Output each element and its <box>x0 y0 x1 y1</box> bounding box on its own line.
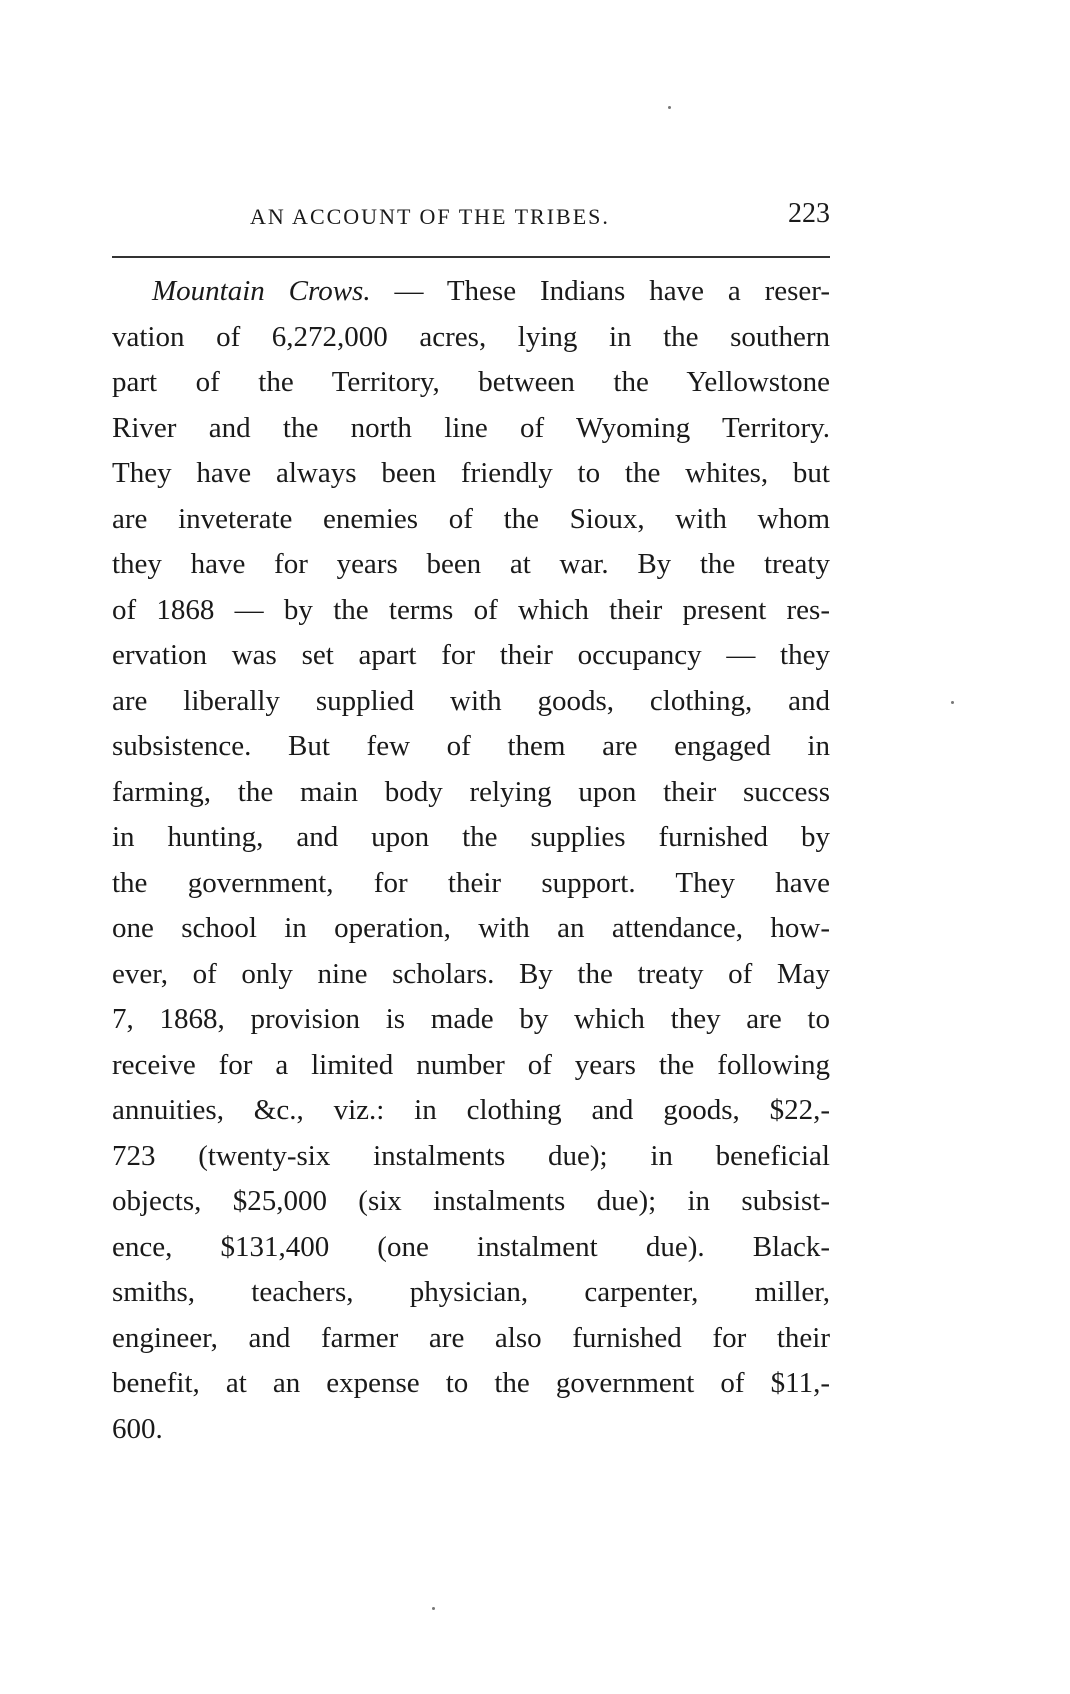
text-line-24: engineer, and farmer are also furnished for their <box>112 1321 830 1354</box>
text-line-2: vation of 6,272,000 acres, lying in the southern <box>112 320 830 353</box>
text-line-12: farming, the main body relying upon their success <box>112 775 830 808</box>
text-line-23: smiths, teachers, physician, carpenter, miller, <box>112 1276 830 1308</box>
text-line-8: of 1868 — by the terms of which their present res- <box>112 593 830 626</box>
print-speck <box>951 701 954 704</box>
section-title: Mountain Crows. <box>152 275 371 307</box>
text-line-25: benefit, at an expense to the government of $11,- <box>112 1367 830 1399</box>
text-line-9: ervation was set apart for their occupancy — they <box>112 639 830 671</box>
text-line-22: ence, $131,400 (one instalment due). Black- <box>112 1230 830 1263</box>
body-paragraph <box>112 269 830 1452</box>
print-speck <box>432 1607 435 1610</box>
text-line-16: ever, of only nine scholars. By the treaty of May <box>112 957 830 990</box>
text-line-26: 600. <box>112 1412 163 1445</box>
text-line-19: annuities, &c., viz.: in clothing and goods, $22,- <box>112 1094 830 1126</box>
text-line-6: are inveterate enemies of the Sioux, with whom <box>112 502 830 535</box>
running-head: AN ACCOUNT OF THE TRIBES. <box>250 204 610 229</box>
text-line-13: in hunting, and upon the supplies furnished by <box>112 821 830 853</box>
text-line-11: subsistence. But few of them are engaged in <box>112 730 830 762</box>
text-line-18: receive for a limited number of years the following <box>112 1048 830 1081</box>
print-speck <box>668 106 671 109</box>
text-line-5: They have always been friendly to the whites, but <box>112 457 830 489</box>
text-line-17: 7, 1868, provision is made by which they are to <box>112 1003 830 1035</box>
text-line-7: they have for years been at war. By the treaty <box>112 548 830 580</box>
text-line-10: are liberally supplied with goods, clothing, and <box>112 684 830 717</box>
page-number: 223 <box>788 198 830 229</box>
first-line-rest: — These Indians have a reser- <box>370 275 830 307</box>
text-line-4: River and the north line of Wyoming Territory. <box>112 411 830 444</box>
text-line-15: one school in operation, with an attendance, how- <box>112 912 830 944</box>
header-rule <box>112 256 830 258</box>
text-line-1 <box>112 269 830 315</box>
page-header <box>112 198 830 238</box>
text-line-3: part of the Territory, between the Yellowstone <box>112 366 830 398</box>
text-line-14: the government, for their support. They have <box>112 866 830 899</box>
text-line-21: objects, $25,000 (six instalments due); in subsist- <box>112 1185 830 1217</box>
text-line-20: 723 (twenty-six instalments due); in beneficial <box>112 1139 830 1172</box>
